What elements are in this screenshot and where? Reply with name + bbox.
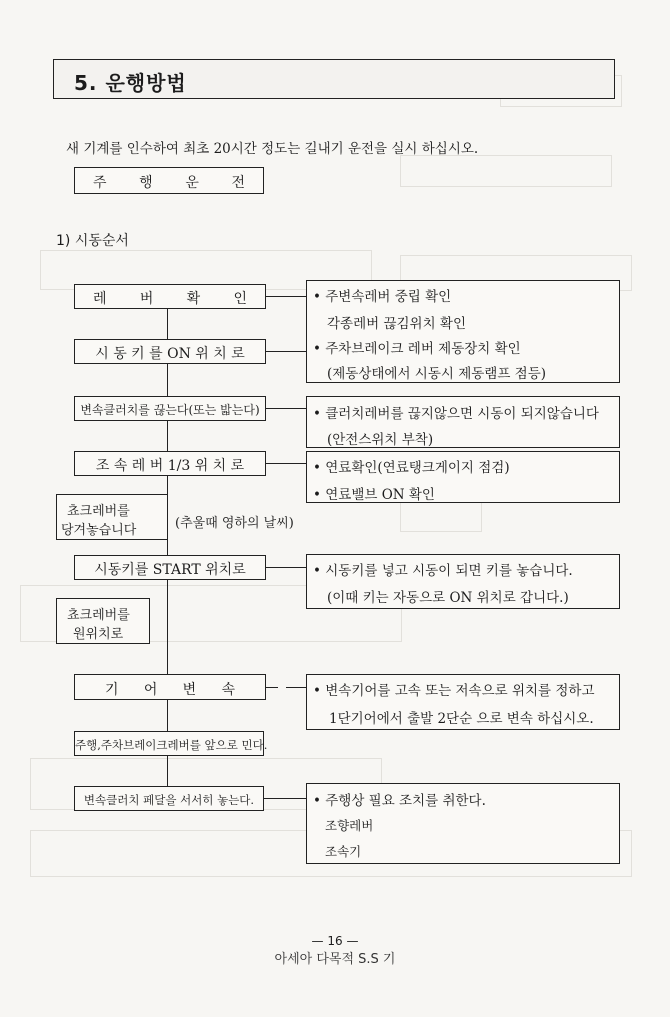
choke-pull-line1: 쵸크레버를	[67, 504, 130, 519]
connector	[266, 408, 306, 409]
step-char: 버	[139, 291, 154, 307]
step-char: 기	[105, 682, 119, 698]
step-key-start	[74, 555, 266, 580]
step-char: 변	[182, 682, 197, 698]
connector	[266, 687, 278, 688]
step-choke-pull	[56, 494, 168, 540]
note-line: (이때 키는 자동으로 ON 위치로 갑니다.)	[327, 590, 569, 606]
step-char: 속	[221, 682, 235, 698]
step-throttle-label: 조 속 레 버 1/3 위 치 로	[95, 458, 245, 474]
step-clutch-label: 변속클러치를 끊는다(또는 밟는다)	[80, 403, 260, 417]
subsection-title: 1) 시동순서	[56, 233, 129, 249]
driving-char: 행	[139, 175, 153, 191]
connector	[266, 463, 306, 464]
note-line: 각종레버 끊김위치 확인	[327, 316, 466, 332]
note-lever	[306, 280, 620, 383]
step-char: 어	[143, 682, 158, 698]
note-line: • 클러치레버를 끊지않으면 시동이 되지않습니다	[313, 406, 599, 422]
note-line: • 연료확인(연료탱크게이지 점검)	[313, 460, 510, 476]
note-line: • 주행상 필요 조치를 취한다.	[313, 793, 486, 809]
step-clutch	[74, 396, 266, 421]
step-key-on-label: 시 동 키 를 ON 위 치 로	[95, 346, 245, 362]
step-clutch-release	[74, 786, 264, 811]
note-line: • 연료밸브 ON 확인	[313, 487, 435, 503]
note-line: 조속기	[325, 844, 362, 859]
driving-char: 운	[185, 175, 199, 191]
choke-return-line2: 원위치로	[73, 627, 124, 642]
driving-char: 주	[93, 175, 107, 191]
connector	[266, 296, 306, 297]
note-line: • 주차브레이크 레버 제동장치 확인	[313, 341, 521, 357]
step-gear	[74, 674, 266, 700]
show-through-box	[400, 155, 612, 187]
step-char: 확	[186, 291, 201, 307]
note-clutch	[306, 396, 620, 448]
choke-note: (추울때 영하의 날씨)	[175, 516, 294, 531]
footer-brand: 아세아 다목적 S.S 기	[274, 952, 396, 967]
note-driving	[306, 783, 620, 864]
step-brake-release	[74, 731, 268, 756]
flow-line	[167, 308, 168, 788]
step-char: 레	[93, 291, 107, 307]
driving-char: 전	[231, 175, 245, 191]
section-title: 5. 운행방법	[74, 71, 187, 95]
note-fuel	[306, 451, 620, 503]
connector	[266, 351, 306, 352]
note-line: 1단기어에서 출발 2단순 으로 변속 하십시오.	[329, 711, 594, 727]
connector	[266, 567, 306, 568]
step-key-on	[74, 339, 266, 364]
note-line: (제동상태에서 시동시 제동램프 점등)	[327, 366, 547, 382]
step-choke-return	[56, 598, 150, 644]
note-start	[306, 554, 620, 609]
step-throttle	[74, 451, 266, 476]
note-gear	[306, 674, 620, 730]
note-line: • 변속기어를 고속 또는 저속으로 위치를 정하고	[313, 683, 595, 699]
driving-box	[74, 167, 264, 194]
step-lever-check	[74, 284, 266, 309]
choke-pull-line2: 당겨놓습니다	[61, 523, 137, 538]
page-number: — 16 —	[311, 934, 359, 948]
note-line: 조향레버	[325, 818, 374, 833]
intro-text: 새 기계를 인수하여 최초 20시간 정도는 길내기 운전을 실시 하십시오.	[66, 141, 479, 157]
step-char: 인	[233, 291, 247, 307]
connector	[286, 687, 306, 688]
section-title-box	[53, 59, 615, 99]
step-clutch-release-label: 변속클러치 페달을 서서히 놓는다.	[83, 793, 255, 807]
step-key-start-label: 시동키를 START 위치로	[94, 562, 246, 578]
note-line: • 주변속레버 중립 확인	[313, 289, 452, 305]
connector	[264, 798, 306, 799]
note-line: (안전스위치 부착)	[327, 432, 434, 448]
step-brake-release-label: 주행,주차브레이크레버를 앞으로 민다.	[75, 738, 268, 752]
note-line: • 시동키를 넣고 시동이 되면 키를 놓습니다.	[313, 563, 573, 579]
choke-return-line1: 쵸크레버를	[67, 608, 130, 623]
